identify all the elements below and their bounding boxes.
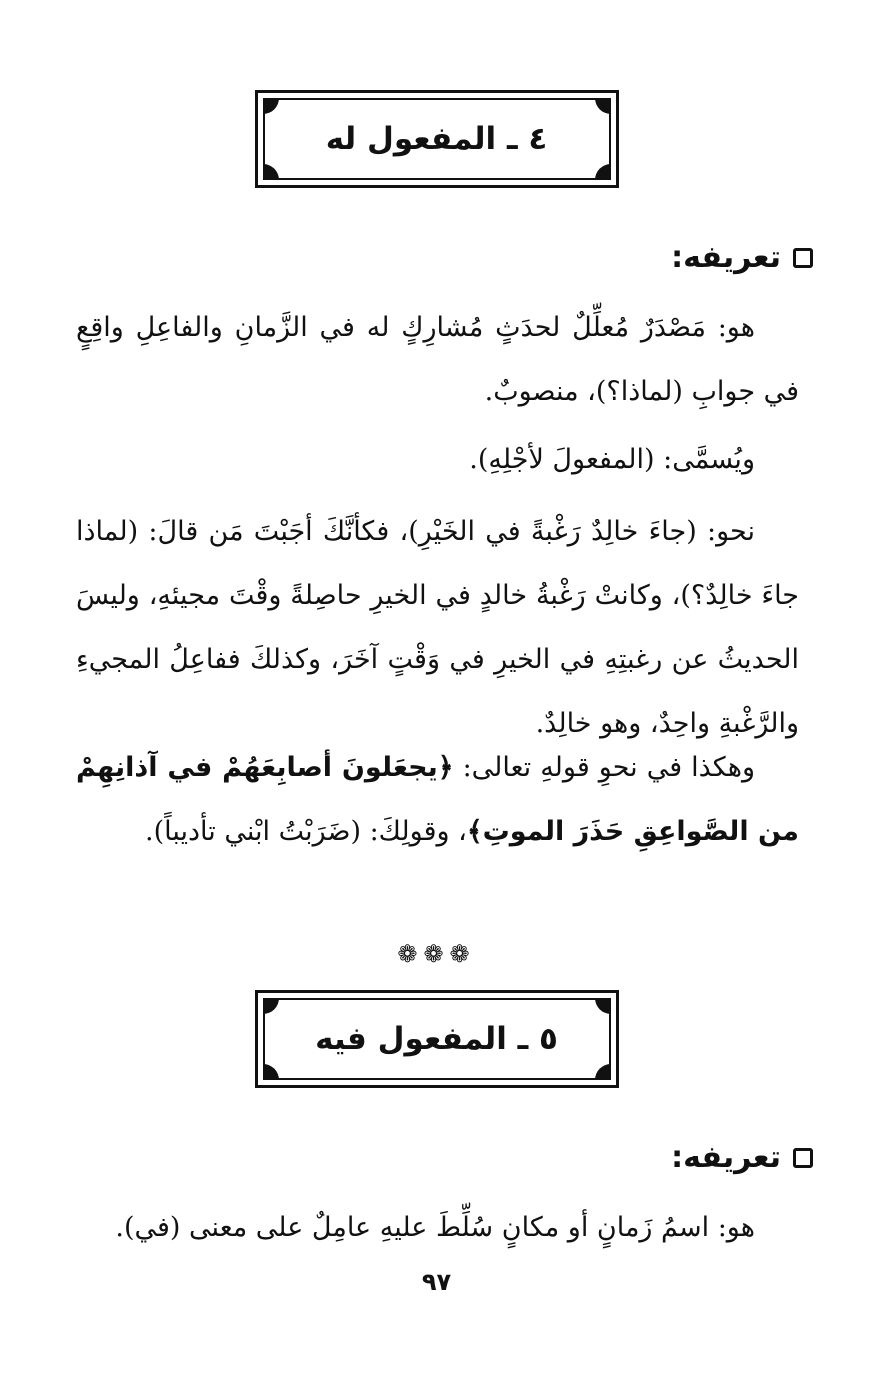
quran-outro: ، وقولِكَ: (ضَرَبْتُ ابْني تأديباً). [145,816,467,847]
quran-verse: ﴿يجعَلونَ أصابِعَهُمْ في آذانِهِمْ من الصَّواعِقِ حَذَرَ الموتِ﴾ [76,752,799,847]
heading-label: تعريفه: [671,240,781,275]
section-title-frame [255,90,619,188]
definition-heading [671,1140,813,1175]
frame-corner-ornament [595,998,611,1014]
frame-corner-ornament [263,1064,279,1080]
checkbox-icon [793,1148,813,1168]
heading-label: تعريفه: [671,1140,781,1175]
alternate-name-paragraph: ويُسمَّى: (المفعولَ لأجْلِهِ). [469,444,755,475]
frame-corner-ornament [263,998,279,1014]
frame-corner-ornament [595,98,611,114]
frame-corner-ornament [263,98,279,114]
definition-paragraph: هو: مَصْدَرٌ مُعلِّلٌ لحدَثٍ مُشارِكٍ له في الزَّمانِ والفاعِلِ واقِعٍ في جوابِ (لماذا؟)، منصوبٌ. [76,312,799,407]
page-number: ٩٧ [421,1268,452,1296]
definition-heading [671,240,813,275]
frame-corner-ornament [595,1064,611,1080]
title-frame-inner [263,998,611,1080]
frame-corner-ornament [595,164,611,180]
definition-paragraph: هو: اسمُ زَمانٍ أو مكانٍ سُلِّطَ عليهِ عامِلٌ على معنى (في). [115,1212,755,1243]
section-separator: ❁❁❁ [397,940,476,968]
section-title: ٤ ـ المفعول له [325,121,548,157]
section-title-frame [255,990,619,1088]
title-frame-inner [263,98,611,180]
quran-paragraph [76,736,799,864]
section-title: ٥ ـ المفعول فيه [315,1021,558,1057]
example-paragraph: نحو: (جاءَ خالِدٌ رَغْبةً في الخَيْرِ)، فكأنَّكَ أجَبْتَ مَن قالَ: (لماذا جاءَ خالِدٌ؟)، وكانتْ رَغْبةُ خالدٍ في الخيرِ حاصِلةً وقْتَ مجيئهِ، وليسَ الحديثُ عن رغبتِهِ في الخيرِ في وَقْتٍ آخَرَ، وكذلكَ ففاعِلُ المجيءِ والرَّغْبةِ واحِدٌ، وهو خالِدٌ. [76,516,799,739]
quran-intro: وهكذا في نحوِ قولهِ تعالى: [453,752,755,783]
frame-corner-ornament [263,164,279,180]
checkbox-icon [793,248,813,268]
